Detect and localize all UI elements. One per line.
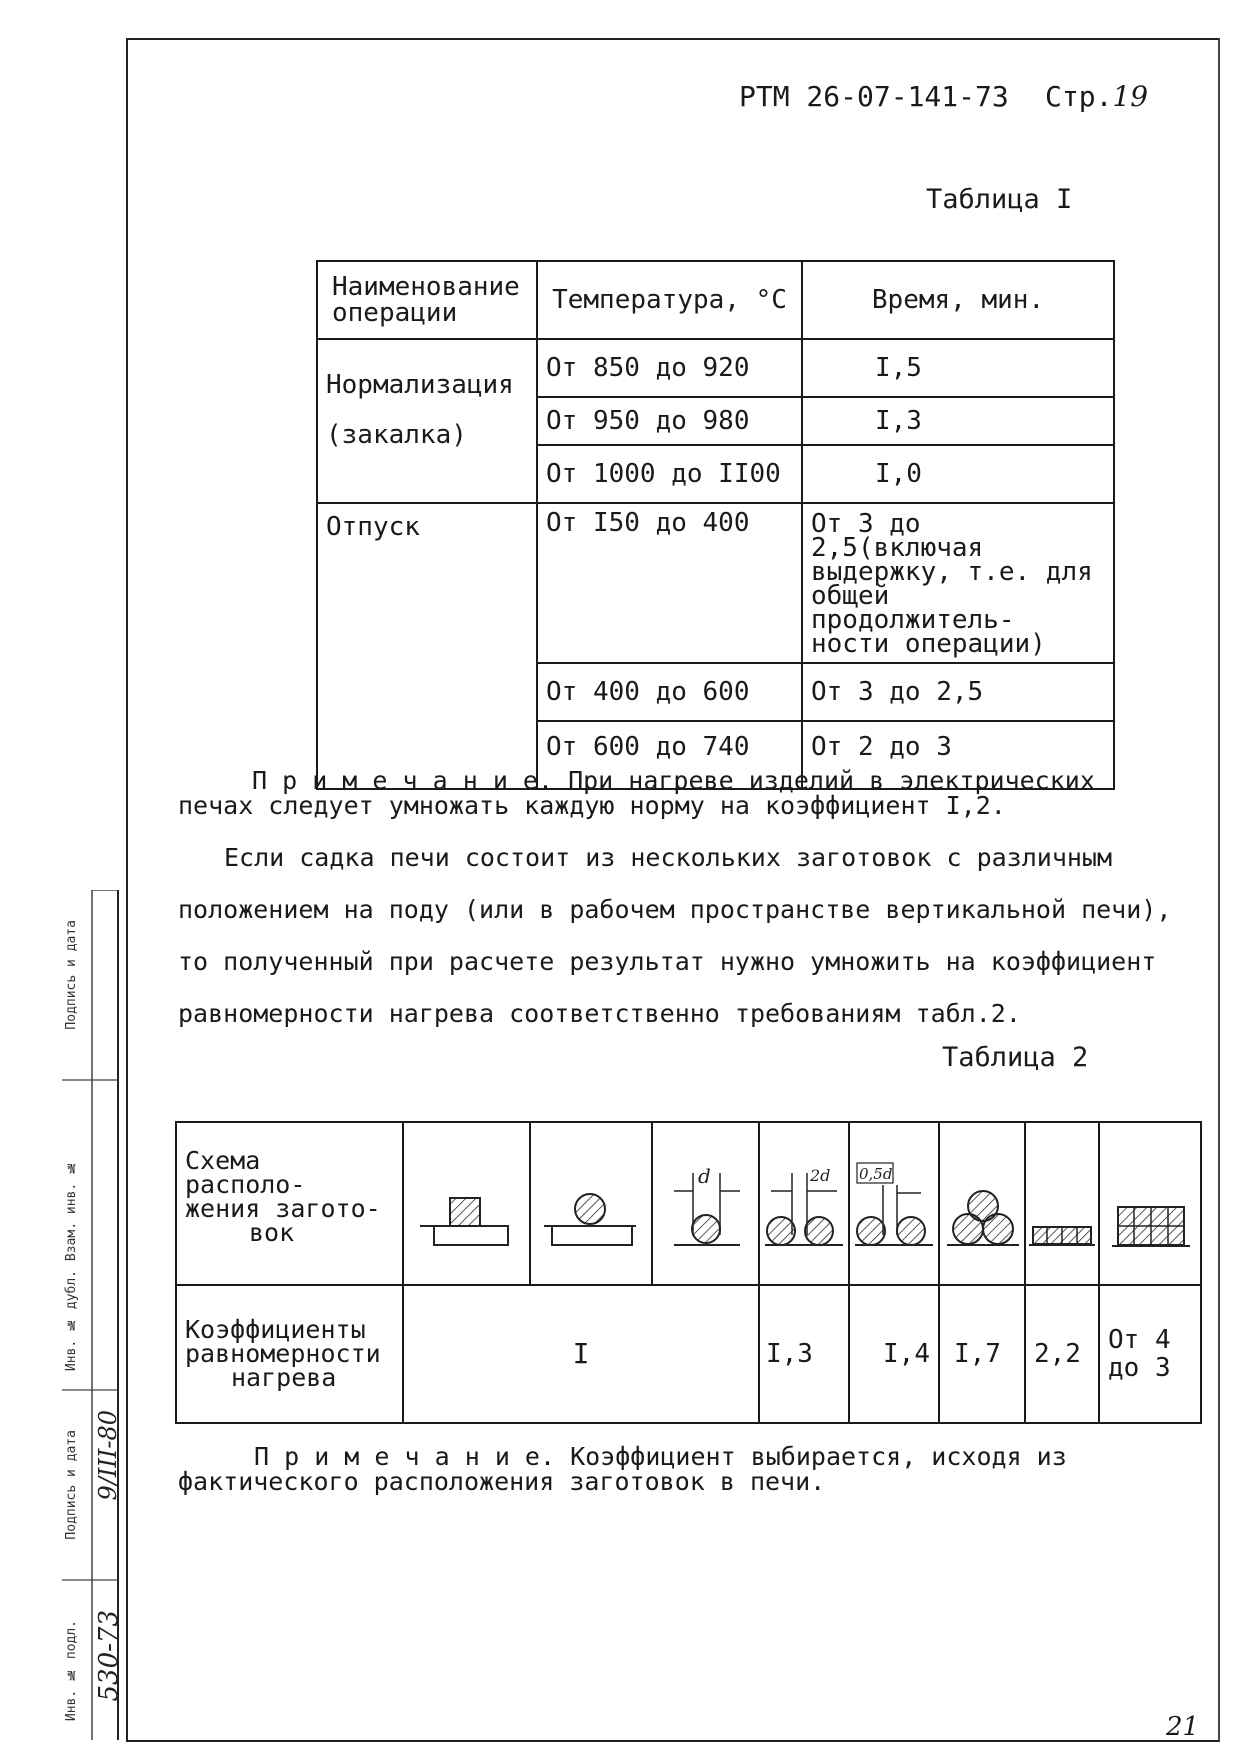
coef-cell — [1099, 1285, 1201, 1423]
header-operation-text: Наименование операции — [332, 272, 520, 328]
scheme-two-round-05d — [849, 1122, 939, 1285]
dim-label-d: d — [697, 1164, 711, 1188]
paragraph-line: положением на поду (или в рабочем пространстве вертикальной печи), — [178, 895, 1172, 924]
time-cell — [802, 445, 1114, 503]
label-line: нагрева — [231, 1363, 337, 1392]
label-line: Коэффициенты — [185, 1315, 366, 1344]
note1-line: П р и м е ч а н и е. При нагреве изделий в электрических — [252, 766, 1095, 795]
operation-line: Нормализация — [326, 370, 514, 400]
time-line: общей продолжитель- — [811, 581, 1015, 635]
stamp-label-signature-date-2: Подпись и дата — [64, 1430, 79, 1540]
label-line: равномерности — [185, 1339, 381, 1368]
label-line: Схема располо- — [185, 1146, 306, 1199]
scheme-flat-row — [1025, 1122, 1099, 1285]
note2-line: П р и м е ч а н и е. Коэффициент выбирается, исходя из — [254, 1442, 1067, 1471]
time-text: От 3 до 2,5 — [811, 677, 984, 707]
handwritten-inventory-number: 530-73 — [94, 1610, 124, 1702]
two-round-05d-icon — [851, 1123, 937, 1279]
label-line: вок — [249, 1218, 295, 1247]
time-text: I,5 — [875, 353, 922, 383]
square-billet-icon — [412, 1123, 522, 1279]
temp-text: От 950 до 980 — [546, 406, 750, 436]
margin-stamp — [58, 890, 124, 1740]
coef-value: I,3 — [766, 1339, 813, 1369]
table1-header-row — [317, 261, 1114, 339]
body-paragraph — [178, 832, 1171, 1040]
paragraph-line: то полученный при расчете результат нужно умножить на коэффициент — [178, 947, 1157, 976]
time-cell — [802, 397, 1114, 445]
temp-cell — [537, 663, 802, 721]
note2 — [178, 1444, 1067, 1494]
table2-caption: Таблица 2 — [942, 1042, 1089, 1073]
note2-line: фактического расположения заготовок в печи. — [178, 1467, 826, 1496]
temp-cell — [537, 339, 802, 397]
stamp-label-original-inventory: Инв. № подл. — [64, 1620, 79, 1722]
temp-cell — [537, 445, 802, 503]
table2-row-coefficients — [176, 1285, 1201, 1423]
handwritten-date: 9/III-80 — [94, 1410, 122, 1501]
dim-label-2d: 2d — [810, 1166, 831, 1185]
operation-line: Отпуск — [326, 512, 420, 542]
header-temperature-text: Температура, °C — [552, 285, 787, 315]
coef-value: I — [572, 1337, 590, 1370]
table2-label-coefficients — [176, 1285, 403, 1423]
label-line: жения загото- — [185, 1194, 381, 1223]
temp-text: От I50 до 400 — [546, 508, 750, 538]
scheme-round-on-hearth — [530, 1122, 652, 1285]
temp-text: От 600 до 740 — [546, 732, 750, 762]
coef-cell — [1025, 1285, 1099, 1423]
temp-cell — [537, 397, 802, 445]
time-cell — [802, 339, 1114, 397]
coef-line: до 3 — [1108, 1353, 1171, 1383]
table1-header-temperature — [537, 261, 802, 339]
stamp-label-signature-date: Подпись и дата — [64, 920, 79, 1030]
note1 — [178, 768, 1095, 818]
coef-cell — [939, 1285, 1025, 1423]
temp-text: От 400 до 600 — [546, 677, 750, 707]
table1 — [316, 260, 1115, 790]
table1-operation-tempering — [317, 503, 537, 789]
table-row — [317, 339, 1114, 397]
time-text: I,0 — [875, 459, 922, 489]
time-text: От 2 до 3 — [811, 732, 952, 762]
grid-block-icon — [1102, 1123, 1198, 1279]
page-label — [1045, 80, 1148, 113]
time-line: От 3 до 2,5(включая — [811, 509, 984, 563]
two-round-2d-icon — [761, 1123, 847, 1279]
table-row — [317, 503, 1114, 663]
coef-cell — [849, 1285, 939, 1423]
time-text: I,3 — [875, 406, 922, 436]
temp-text: От 850 до 920 — [546, 353, 750, 383]
coef-value: 2,2 — [1034, 1339, 1081, 1369]
page-label-text: Стр. — [1045, 80, 1113, 113]
table1-caption: Таблица I — [926, 184, 1073, 215]
table1-operation-normalization — [317, 339, 537, 503]
single-round-dimension-icon — [656, 1123, 756, 1279]
scheme-stacked-round — [939, 1122, 1025, 1285]
time-cell — [802, 503, 1114, 663]
operation-line: (закалка) — [326, 420, 467, 450]
sheet-number: 21 — [1166, 1712, 1200, 1742]
coef-cell — [403, 1285, 759, 1423]
time-line: выдержку, т.е. для — [811, 557, 1093, 587]
time-line: ности операции) — [811, 629, 1046, 659]
table2-label-schemes — [176, 1122, 403, 1285]
coef-value: I,4 — [883, 1339, 930, 1369]
scheme-grid-block — [1099, 1122, 1201, 1285]
stamp-label-duplicate: Инв. № дубл. — [64, 1270, 79, 1372]
table1-header-time — [802, 261, 1114, 339]
document-code: РТМ 26-07-141-73 — [739, 80, 1009, 113]
header-time-text: Время, мин. — [871, 285, 1045, 315]
scheme-single-round-d — [652, 1122, 759, 1285]
round-billet-icon — [536, 1123, 646, 1279]
temp-text: От 1000 до II00 — [546, 459, 781, 489]
dim-label-05d: 0,5d — [859, 1165, 893, 1183]
time-cell — [802, 663, 1114, 721]
temp-cell — [537, 503, 802, 663]
coef-value: I,7 — [954, 1339, 1001, 1369]
stamp-label-replacement: Взам. инв. № — [64, 1160, 79, 1262]
flat-row-icon — [1027, 1123, 1097, 1279]
page-number: 19 — [1112, 80, 1149, 113]
paragraph-line: равномерности нагрева соответственно требованиям табл.2. — [178, 999, 1021, 1028]
stacked-round-icon — [941, 1123, 1023, 1279]
coef-line: От 4 — [1108, 1325, 1171, 1355]
table2 — [175, 1121, 1202, 1424]
table2-row-schemes — [176, 1122, 1201, 1285]
coef-cell — [759, 1285, 849, 1423]
scheme-two-round-2d — [759, 1122, 849, 1285]
note1-line: печах следует умножать каждую норму на коэффициент I,2. — [178, 791, 1006, 820]
table1-header-operation — [317, 261, 537, 339]
paragraph-line: Если садка печи состоит из нескольких заготовок с различным — [224, 843, 1113, 872]
scheme-square-on-hearth — [403, 1122, 530, 1285]
